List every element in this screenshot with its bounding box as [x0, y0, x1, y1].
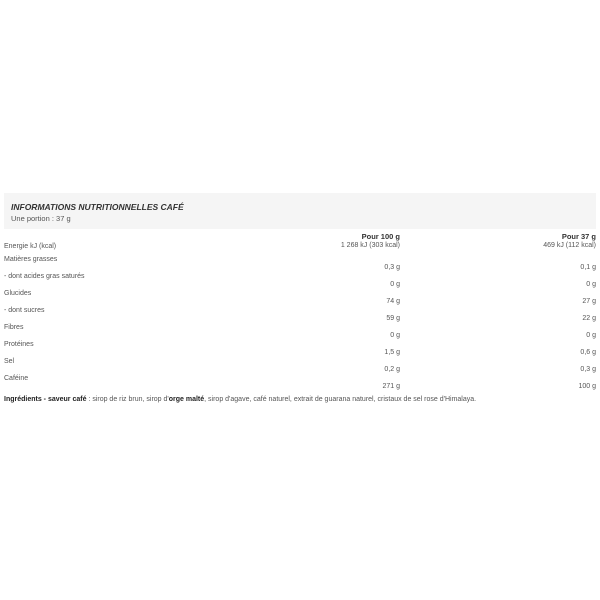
value-per-portion: 0 g	[586, 281, 596, 288]
nutrient-label: Glucides	[4, 290, 32, 297]
column-header-per-100g: Pour 100 g	[361, 232, 400, 241]
ingredients-line	[4, 396, 600, 403]
value-per-100g: 1 268 kJ (303 kcal)	[340, 242, 400, 249]
value-per-portion: 100 g	[578, 383, 596, 390]
ingredients-text-b: , sirop d'agave, café naturel, extrait de guarana naturel, cristaux de sel rose d'Himalaya.	[204, 396, 477, 403]
value-per-100g: 271 g	[382, 383, 400, 390]
value-per-100g: 1,5 g	[384, 349, 400, 356]
nutrient-label: - dont acides gras saturés	[4, 273, 85, 280]
table-row	[4, 357, 596, 374]
value-per-portion: 22 g	[582, 315, 596, 322]
value-per-100g: 59 g	[386, 315, 400, 322]
value-per-100g: 0 g	[390, 332, 400, 339]
nutrient-label: Sel	[4, 358, 15, 365]
value-per-portion: 0,6 g	[580, 349, 596, 356]
value-per-portion: 0 g	[586, 332, 596, 339]
ingredients-label: Ingrédients - saveur café	[4, 396, 87, 403]
table-row	[4, 323, 596, 340]
value-per-100g: 74 g	[386, 298, 400, 305]
value-per-portion: 469 kJ (112 kcal)	[543, 242, 596, 249]
value-per-100g: 0,2 g	[384, 366, 400, 373]
nutrient-label: - dont sucres	[4, 307, 45, 314]
table-row	[4, 374, 596, 391]
nutrient-label: Protéines	[4, 341, 34, 348]
value-per-portion: 27 g	[582, 298, 596, 305]
value-per-100g: 0,3 g	[384, 264, 400, 271]
portion-size: Une portion : 37 g	[11, 214, 71, 223]
ingredients-highlight: orge malté	[168, 396, 205, 403]
table-row	[4, 242, 596, 255]
nutrient-label: Fibres	[4, 324, 24, 331]
ingredients-text-a: : sirop de riz brun, sirop d'	[86, 396, 169, 403]
nutrition-panel	[0, 193, 600, 403]
value-per-100g: 0 g	[390, 281, 400, 288]
table-row	[4, 289, 596, 306]
table-row	[4, 255, 596, 272]
table-row	[4, 306, 596, 323]
table-header-row	[4, 229, 596, 242]
table-row	[4, 340, 596, 357]
column-header-label	[4, 229, 246, 242]
column-header-per-portion: Pour 37 g	[561, 232, 596, 241]
nutrition-title: INFORMATIONS NUTRITIONNELLES CAFÉ	[11, 202, 184, 212]
nutrient-label: Energie kJ (kcal)	[4, 243, 57, 250]
value-per-portion: 0,1 g	[580, 264, 596, 271]
value-per-portion: 0,3 g	[580, 366, 596, 373]
nutrient-label: Matières grasses	[4, 256, 58, 263]
nutrition-table	[4, 229, 596, 391]
nutrition-header	[4, 193, 596, 229]
nutrient-label: Caféine	[4, 375, 29, 382]
table-row	[4, 272, 596, 289]
